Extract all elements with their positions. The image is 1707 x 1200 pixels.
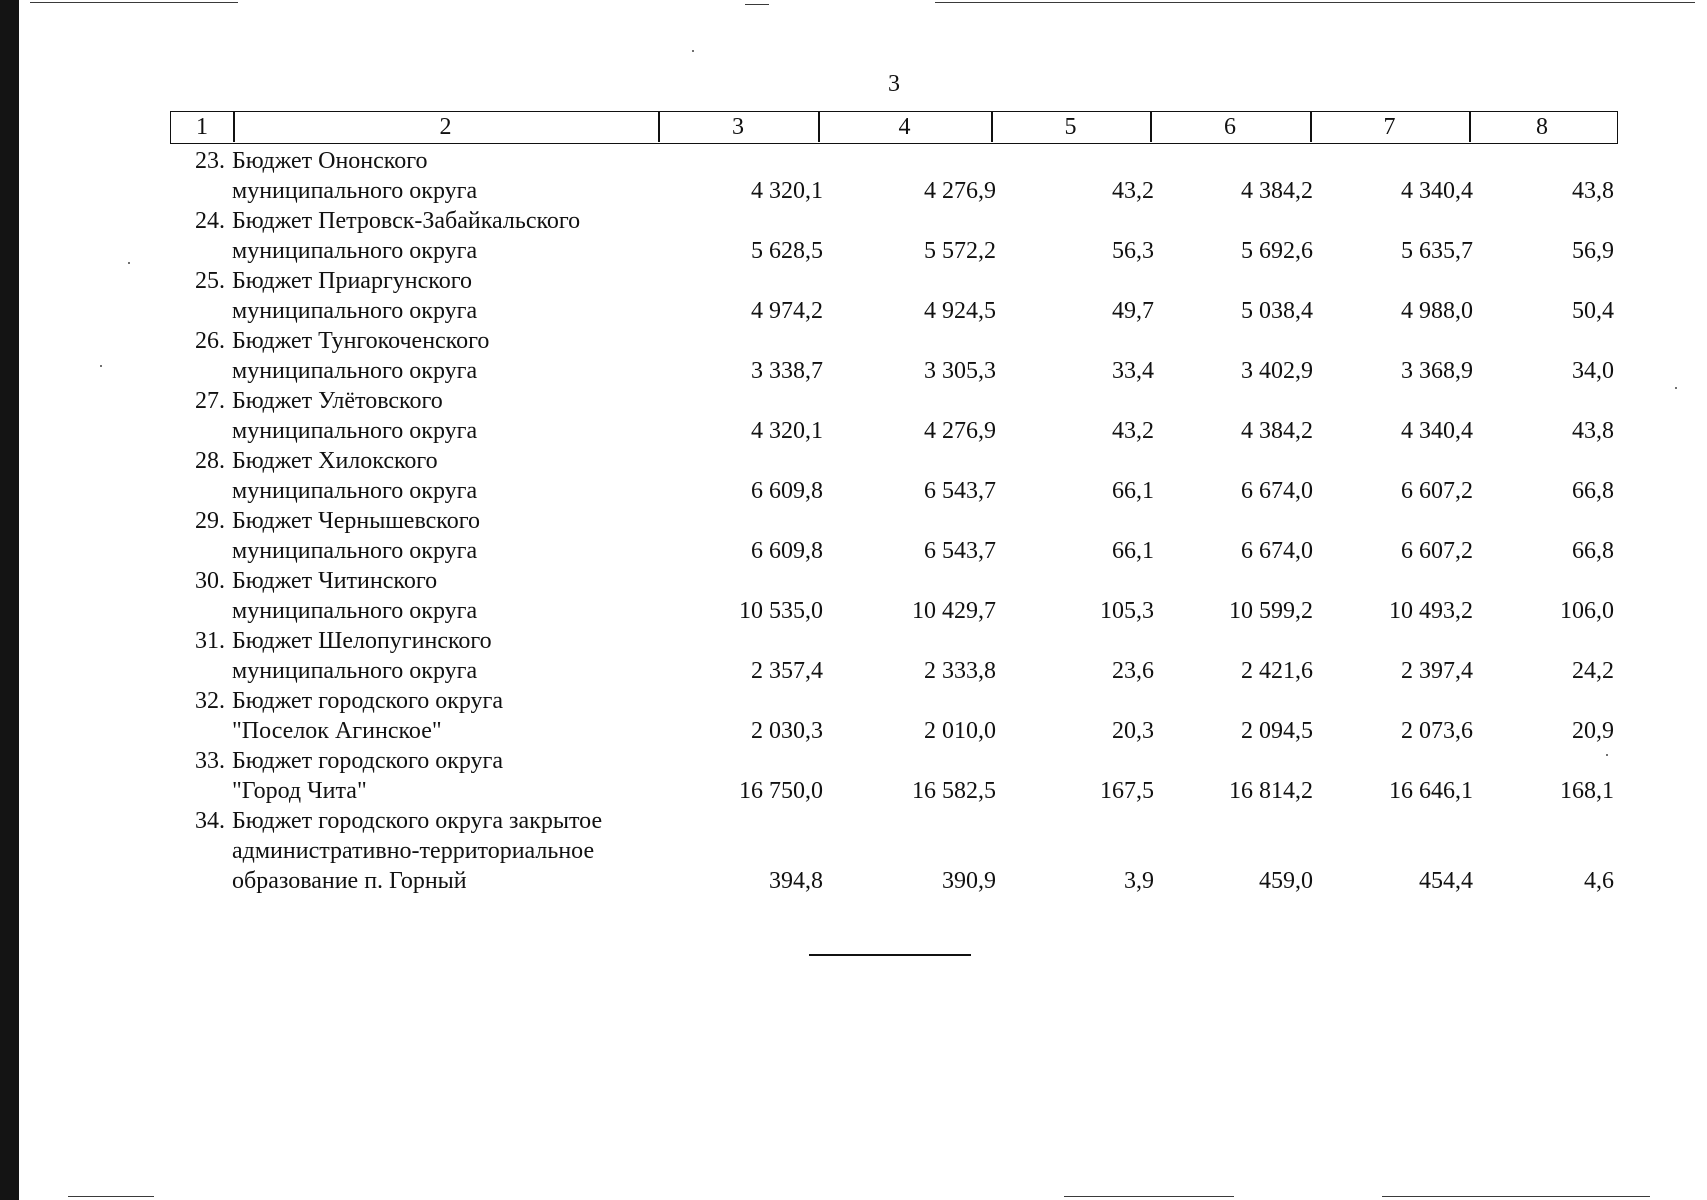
header-cell-5: 5	[1064, 114, 1077, 140]
value-col-8: 4,6	[1584, 868, 1614, 894]
value-col-3: 6 609,8	[751, 538, 823, 564]
row-name: Бюджет Улётовского	[232, 388, 443, 414]
value-col-4: 2 333,8	[924, 658, 996, 684]
row-number: 32.	[195, 688, 225, 714]
header-cell-1: 1	[196, 114, 208, 140]
value-col-5: 105,3	[1100, 598, 1154, 624]
value-col-5: 20,3	[1112, 718, 1154, 744]
value-col-8: 106,0	[1560, 598, 1614, 624]
value-col-7: 2 073,6	[1401, 718, 1473, 744]
value-col-6: 5 038,4	[1241, 298, 1313, 324]
value-col-5: 167,5	[1100, 778, 1154, 804]
value-col-6: 4 384,2	[1241, 418, 1313, 444]
value-col-4: 6 543,7	[924, 538, 996, 564]
value-col-7: 3 368,9	[1401, 358, 1473, 384]
header-cell-4: 4	[898, 114, 911, 140]
value-col-4: 10 429,7	[912, 598, 996, 624]
header-cell-2: 2	[439, 114, 452, 140]
value-col-5: 43,2	[1112, 418, 1154, 444]
row-name: Бюджет городского округа	[232, 748, 504, 774]
value-col-7: 5 635,7	[1401, 238, 1473, 264]
value-col-3: 3 338,7	[751, 358, 823, 384]
value-col-4: 6 543,7	[924, 478, 996, 504]
scan-artifact-line	[30, 2, 238, 3]
value-col-7: 4 988,0	[1401, 298, 1473, 324]
row-name: Бюджет Петровск-Забайкальского	[232, 208, 581, 234]
row-number: 23.	[195, 148, 225, 174]
value-col-8: 43,8	[1572, 418, 1614, 444]
row-name: муниципального округа	[232, 658, 478, 684]
scan-artifact-line	[1064, 1196, 1234, 1197]
scan-speck	[692, 50, 694, 52]
value-col-3: 5 628,5	[751, 238, 823, 264]
value-col-4: 5 572,2	[924, 238, 996, 264]
value-col-7: 2 397,4	[1401, 658, 1473, 684]
row-name: Бюджет Тунгокоченского	[232, 328, 490, 354]
row-number: 28.	[195, 448, 225, 474]
value-col-3: 2 030,3	[751, 718, 823, 744]
budget-table	[170, 111, 1618, 894]
row-name: Бюджет Приаргунского	[232, 268, 472, 294]
value-col-5: 3,9	[1124, 868, 1154, 894]
scan-artifact-line	[935, 2, 1695, 3]
row-number: 26.	[195, 328, 225, 354]
value-col-8: 66,8	[1572, 538, 1614, 564]
scan-artifact-line	[1382, 1196, 1650, 1197]
value-col-6: 6 674,0	[1241, 538, 1313, 564]
header-cell-7: 7	[1383, 114, 1396, 140]
row-number: 31.	[195, 628, 225, 654]
row-name: административно-территориальное	[232, 838, 595, 864]
value-col-7: 6 607,2	[1401, 538, 1473, 564]
row-name: муниципального округа	[232, 358, 478, 384]
row-name: Бюджет Читинского	[232, 568, 438, 594]
row-name: муниципального округа	[232, 238, 478, 264]
row-name: муниципального округа	[232, 598, 478, 624]
value-col-3: 16 750,0	[739, 778, 823, 804]
value-col-4: 4 276,9	[924, 418, 996, 444]
row-number: 25.	[195, 268, 225, 294]
value-col-3: 4 320,1	[751, 418, 823, 444]
scan-edge-shadow	[0, 0, 19, 1200]
row-number: 30.	[195, 568, 225, 594]
value-col-8: 50,4	[1572, 298, 1614, 324]
end-of-document-rule	[809, 954, 971, 956]
row-name: муниципального округа	[232, 538, 478, 564]
value-col-8: 56,9	[1572, 238, 1614, 264]
value-col-6: 16 814,2	[1229, 778, 1313, 804]
value-col-4: 2 010,0	[924, 718, 996, 744]
column-number-header	[170, 111, 1618, 144]
value-col-6: 3 402,9	[1241, 358, 1313, 384]
value-col-3: 2 357,4	[751, 658, 823, 684]
value-col-8: 66,8	[1572, 478, 1614, 504]
row-number: 27.	[195, 388, 225, 414]
value-col-7: 10 493,2	[1389, 598, 1473, 624]
value-col-8: 20,9	[1572, 718, 1614, 744]
value-col-4: 3 305,3	[924, 358, 996, 384]
value-col-7: 4 340,4	[1401, 418, 1473, 444]
row-name: муниципального округа	[232, 478, 478, 504]
value-col-7: 16 646,1	[1389, 778, 1473, 804]
value-col-8: 24,2	[1572, 658, 1614, 684]
row-name: Бюджет городского округа закрытое	[232, 808, 603, 834]
value-col-3: 394,8	[769, 868, 823, 894]
value-col-8: 168,1	[1560, 778, 1614, 804]
value-col-6: 459,0	[1259, 868, 1313, 894]
value-col-7: 6 607,2	[1401, 478, 1473, 504]
row-name: Бюджет Ононского	[232, 148, 428, 174]
row-name: муниципального округа	[232, 418, 478, 444]
row-name: Бюджет Шелопугинского	[232, 628, 492, 654]
value-col-5: 23,6	[1112, 658, 1154, 684]
scan-artifact-line	[745, 4, 769, 5]
header-cell-6: 6	[1224, 114, 1236, 140]
value-col-5: 49,7	[1112, 298, 1154, 324]
value-col-3: 10 535,0	[739, 598, 823, 624]
value-col-6: 4 384,2	[1241, 178, 1313, 204]
value-col-5: 33,4	[1112, 358, 1154, 384]
row-name: "Поселок Агинское"	[232, 718, 442, 744]
row-number: 34.	[195, 808, 225, 834]
row-number: 24.	[195, 208, 225, 234]
header-cell-8: 8	[1536, 114, 1548, 140]
value-col-8: 43,8	[1572, 178, 1614, 204]
row-name: Бюджет Чернышевского	[232, 508, 480, 534]
scan-speck	[128, 262, 130, 264]
value-col-4: 390,9	[942, 868, 996, 894]
row-name: образование п. Горный	[232, 868, 467, 894]
value-col-5: 56,3	[1112, 238, 1154, 264]
row-name: Бюджет Хилокского	[232, 448, 438, 474]
value-col-6: 5 692,6	[1241, 238, 1313, 264]
value-col-8: 34,0	[1572, 358, 1614, 384]
value-col-6: 6 674,0	[1241, 478, 1313, 504]
value-col-6: 10 599,2	[1229, 598, 1313, 624]
value-col-4: 16 582,5	[912, 778, 996, 804]
row-number: 29.	[195, 508, 225, 534]
scan-speck	[100, 365, 102, 367]
value-col-5: 43,2	[1112, 178, 1154, 204]
row-name: Бюджет городского округа	[232, 688, 504, 714]
value-col-7: 4 340,4	[1401, 178, 1473, 204]
header-cell-3: 3	[732, 114, 744, 140]
row-name: муниципального округа	[232, 298, 478, 324]
scan-artifact-line	[68, 1196, 154, 1197]
value-col-4: 4 924,5	[924, 298, 996, 324]
value-col-3: 4 320,1	[751, 178, 823, 204]
value-col-6: 2 421,6	[1241, 658, 1313, 684]
value-col-4: 4 276,9	[924, 178, 996, 204]
row-name: "Город Чита"	[232, 778, 367, 804]
row-number: 33.	[195, 748, 225, 774]
value-col-3: 6 609,8	[751, 478, 823, 504]
value-col-6: 2 094,5	[1241, 718, 1313, 744]
value-col-5: 66,1	[1112, 478, 1154, 504]
row-name: муниципального округа	[232, 178, 478, 204]
value-col-5: 66,1	[1112, 538, 1154, 564]
value-col-3: 4 974,2	[751, 298, 823, 324]
scan-speck	[1675, 387, 1677, 389]
page-number: 3	[888, 71, 900, 97]
value-col-7: 454,4	[1419, 868, 1473, 894]
